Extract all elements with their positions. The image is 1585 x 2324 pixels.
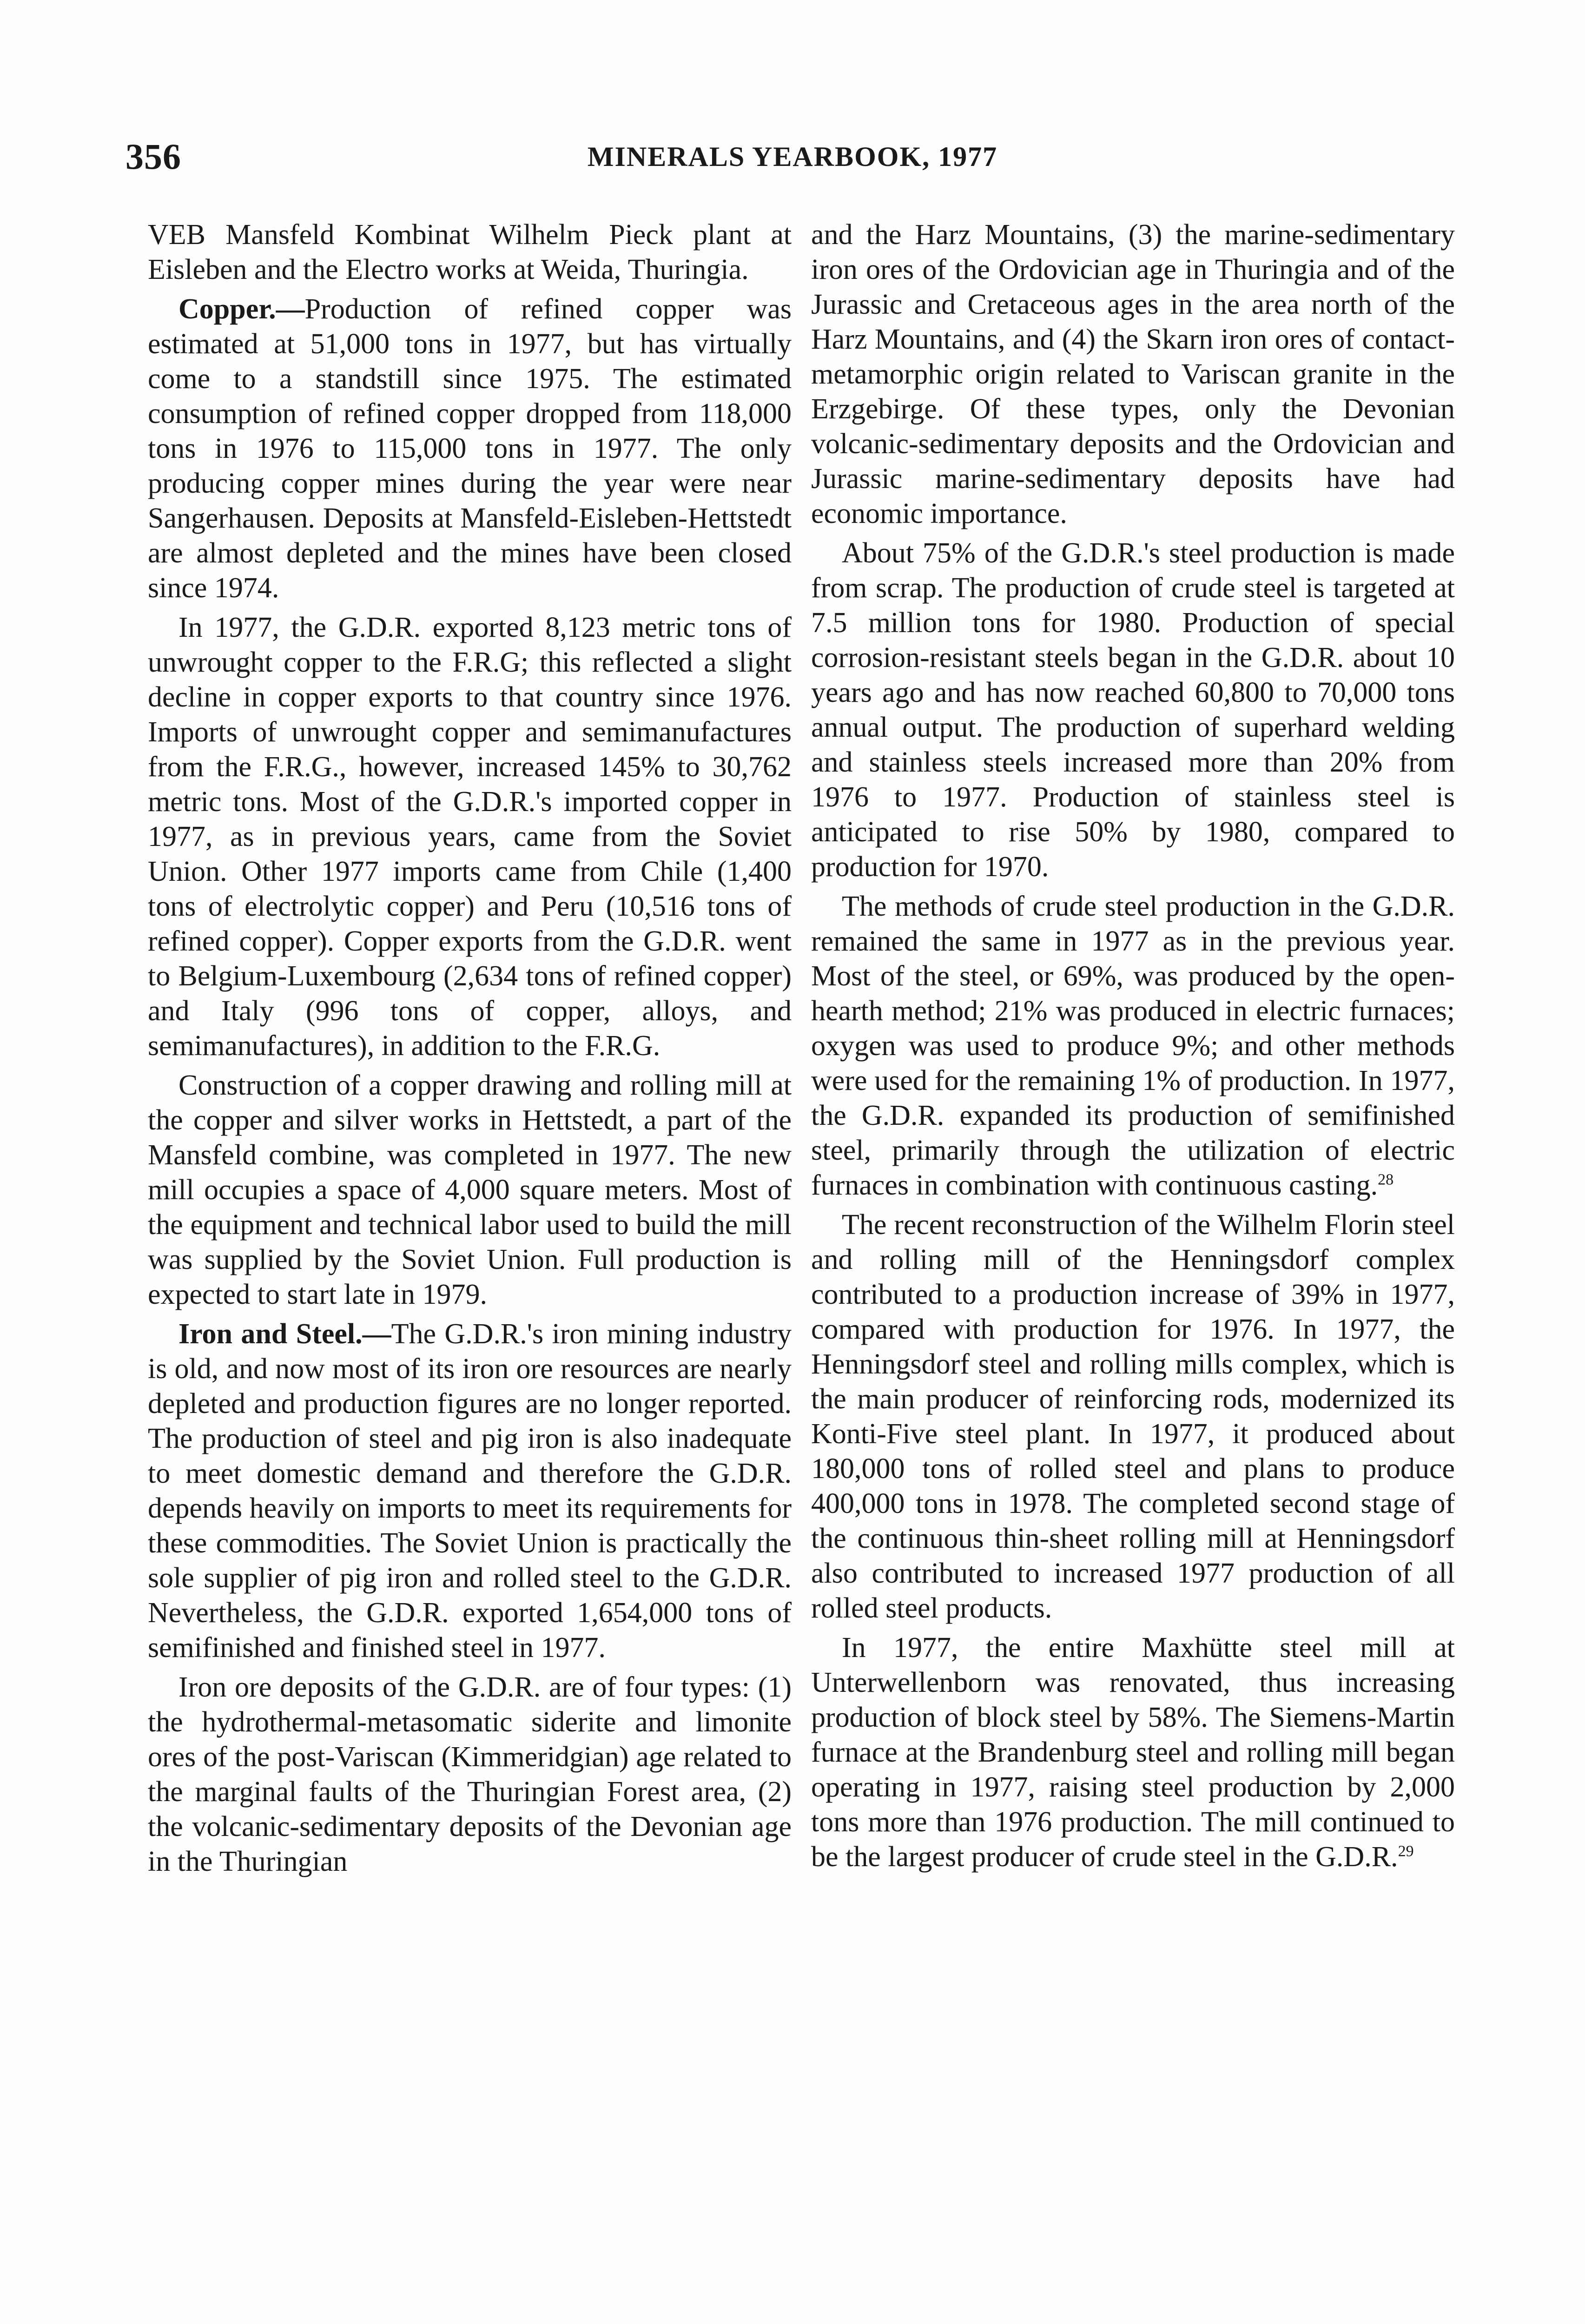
paragraph [811, 1631, 1455, 1875]
paragraph [148, 1068, 792, 1312]
paragraph [148, 610, 792, 1063]
section-heading-copper: Copper.— [178, 293, 305, 325]
paragraph-text: VEB Mansfeld Kombinat Wilhelm Pieck plant at Eisleben and the Electro works at Weida, Thuringia. [148, 219, 792, 285]
paragraph-text: In 1977, the G.D.R. exported 8,123 metric tons of unwrought copper to the F.R.G; this reflected a slight decline in copper exports to that country since 1976. Imports of unwrought copper and semimanufactures from the F.R.G., however, increased 145% to 30,762 metric tons. Most of the G.D.R.'s imported copper in 1977, as in previous years, came from the Soviet Union. Other 1977 imports came from Chile (1,400 tons of electrolytic copper) and Peru (10,516 tons of refined copper). Copper exports from the G.D.R. went to Belgium-Luxembourg (2,634 tons of refined copper) and Italy (996 tons of copper, alloys, and semimanufactures), in addition to the F.R.G. [148, 612, 792, 1062]
paragraph [148, 292, 792, 606]
paragraph-text: and the Harz Mountains, (3) the marine-sedimentary iron ores of the Ordovician age in Thuringia and of the Jurassic and Cretaceous ages in the area north of the Harz Mountains, and (4) the Skarn iron ores of contact-metamorphic origin related to Variscan granite in the Erzgebirge. Of these types, only the Devonian volcanic-sedimentary deposits and the Ordovician and Jurassic marine-sedimentary deposits have had economic importance. [811, 219, 1455, 529]
right-text-column [811, 218, 1455, 1879]
paragraph [811, 218, 1455, 531]
paragraph-text: Production of refined copper was estimated at 51,000 tons in 1977, but has virtually come to a standstill since 1975. The estimated consumption of refined copper dropped from 118,000 tons in 1976 to 115,000 tons in 1977. The only producing copper mines during the year were near Sangerhausen. Deposits at Mansfeld-Eisleben-Hettstedt are almost depleted and the mines have been closed since 1974. [148, 293, 792, 604]
paragraph-text: Construction of a copper drawing and rolling mill at the copper and silver works in Hettstedt, a part of the Mansfeld combine, was completed in 1977. The new mill occupies a space of 4,000 square meters. Most of the equipment and technical labor used to build the mill was supplied by the Soviet Union. Full production is expected to start late in 1979. [148, 1070, 792, 1310]
page-header [125, 131, 1460, 182]
paragraph-text: Iron ore deposits of the G.D.R. are of four types: (1) the hydrothermal-metasomatic siderite and limonite ores of the post-Variscan (Kimmeridgian) age related to the marginal faults of the Thuringian Forest area, (2) the volcanic-sedimentary deposits of the Devonian age in the Thuringian [148, 1671, 792, 1877]
section-heading-iron-and-steel: Iron and Steel.— [178, 1318, 391, 1350]
left-text-column [148, 218, 792, 1884]
paragraph [148, 218, 792, 287]
paragraph [148, 1317, 792, 1665]
footnote-marker: 29 [1398, 1842, 1414, 1860]
paragraph [148, 1670, 792, 1879]
paragraph-text: The methods of crude steel production in the G.D.R. remained the same in 1977 as in the previous year. Most of the steel, or 69%, was produced by the open-hearth method; 21% was produced in electric furnaces; oxygen was used to produce 9%; and other methods were used for the remaining 1% of production. In 1977, the G.D.R. expanded its production of semifinished steel, primarily through the utilization of electric furnaces in combination with continuous casting. [811, 891, 1455, 1201]
footnote-marker: 28 [1378, 1171, 1394, 1188]
paragraph-text: About 75% of the G.D.R.'s steel production is made from scrap. The production of crude steel is targeted at 7.5 million tons for 1980. Production of special corrosion-resistant steels began in the G.D.R. about 10 years ago and has now reached 60,800 to 70,000 tons annual output. The production of superhard welding and stainless steels increased more than 20% from 1976 to 1977. Production of stainless steel is anticipated to rise 50% by 1980, compared to production for 1970. [811, 537, 1455, 883]
paragraph-text: In 1977, the entire Maxhütte steel mill at Unterwellenborn was renovated, thus increasing production of block steel by 58%. The Siemens-Martin furnace at the Brandenburg steel and rolling mill began operating in 1977, raising steel production by 2,000 tons more than 1976 production. The mill continued to be the largest producer of crude steel in the G.D.R. [811, 1632, 1455, 1873]
paragraph [811, 1208, 1455, 1626]
running-title: MINERALS YEARBOOK, 1977 [587, 141, 998, 172]
paragraph [811, 536, 1455, 885]
paragraph [811, 889, 1455, 1203]
paragraph-text: The G.D.R.'s iron mining industry is old, and now most of its iron ore resources are nearly depleted and production figures are no longer reported. The production of steel and pig iron is also inadequate to meet domestic demand and therefore the G.D.R. depends heavily on imports to meet its requirements for these commodities. The Soviet Union is practically the sole supplier of pig iron and rolled steel to the G.D.R. Nevertheless, the G.D.R. exported 1,654,000 tons of semifinished and finished steel in 1977. [148, 1318, 792, 1664]
paragraph-text: The recent reconstruction of the Wilhelm Florin steel and rolling mill of the Henningsdorf complex contributed to a production increase of 39% in 1977, compared with production for 1976. In 1977, the Henningsdorf steel and rolling mills complex, which is the main producer of reinforcing rods, modernized its Konti-Five steel plant. In 1977, it produced about 180,000 tons of rolled steel and plans to produce 400,000 tons in 1978. The completed second stage of the continuous thin-sheet rolling mill at Henningsdorf also contributed to increased 1977 production of all rolled steel products. [811, 1209, 1455, 1624]
page-number: 356 [125, 136, 181, 177]
